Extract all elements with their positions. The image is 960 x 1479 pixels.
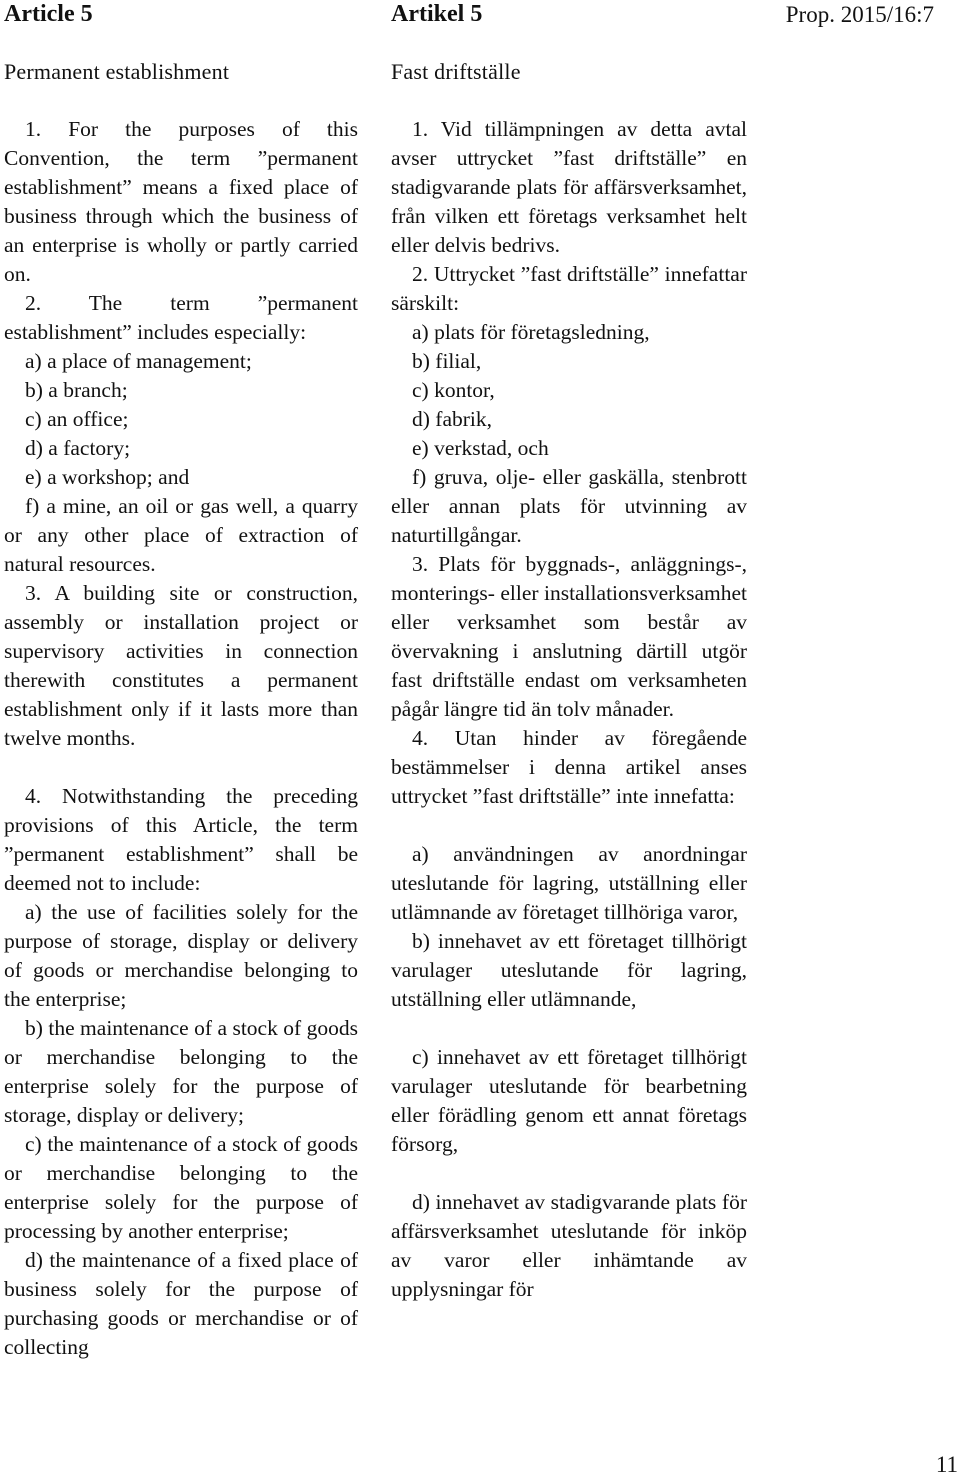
- swedish-list-item: b) filial,: [412, 349, 482, 373]
- swedish-paragraph-2: 2. Uttrycket ”fast driftställe” innefattar särskilt:: [391, 262, 747, 315]
- english-list-item: a) a place of management;: [25, 349, 252, 373]
- swedish-article-heading: Artikel 5: [391, 1, 483, 27]
- swedish-paragraph-4c: c) innehavet av ett företaget tillhörigt varulager uteslutande för bearbetning eller förädling genom ett annat företags försorg,: [391, 1045, 747, 1156]
- swedish-list-item: a) plats för företagsledning,: [412, 320, 650, 344]
- page-number: 11: [935, 1452, 958, 1477]
- spacer: [391, 811, 747, 840]
- english-paragraph-3: 3. A building site or construction, assembly or installation project or supervisory activities in connection therewith constitutes a permanent establishment only if it lasts more than twelve months.: [4, 581, 358, 750]
- swedish-subtitle: Fast driftställe: [391, 59, 521, 84]
- proposition-reference: Prop. 2015/16:7: [785, 2, 934, 27]
- english-paragraph-4c: c) the maintenance of a stock of goods or merchandise belonging to the enterprise solely for the purpose of processing by another enterprise;: [4, 1132, 358, 1243]
- swedish-paragraph-4d: d) innehavet av stadigvarande plats för affärsverksamhet uteslutande för inköp av varor eller inhämtande av upplysningar för: [391, 1190, 747, 1301]
- english-list-item: b) a branch;: [25, 378, 128, 402]
- swedish-column: [391, 115, 747, 1304]
- english-list-item-f: f) a mine, an oil or gas well, a quarry or any other place of extraction of natural resources.: [4, 494, 358, 576]
- swedish-paragraph-4a: a) användningen av anordningar uteslutande för lagring, utställning eller utlämnande av företaget tillhöriga varor,: [391, 842, 747, 924]
- english-paragraph-4b: b) the maintenance of a stock of goods or merchandise belonging to the enterprise solely for the purpose of storage, display or delivery;: [4, 1016, 358, 1127]
- swedish-paragraph-3: 3. Plats för byggnads-, anläggnings-, monterings- eller installationsverksamhet eller verksamhet som består av övervakning i anslutning därtill utgör fast driftställe endast om verksamheten pågår längre tid än tolv månader.: [391, 552, 747, 721]
- english-paragraph-1: 1. For the purposes of this Convention, the term ”permanent establishment” means a fixed place of business through which the business of an enterprise is wholly or partly carried on.: [4, 117, 358, 286]
- spacer: [391, 1014, 747, 1043]
- english-list-item: c) an office;: [25, 407, 129, 431]
- english-article-heading: Article 5: [4, 1, 93, 27]
- swedish-list-item-f: f) gruva, olje- eller gaskälla, stenbrott eller annan plats för utvinning av naturtillgångar.: [391, 465, 747, 547]
- swedish-list-item: e) verkstad, och: [412, 436, 549, 460]
- english-paragraph-4: 4. Notwithstanding the preceding provisions of this Article, the term ”permanent establishment” shall be deemed not to include:: [4, 784, 358, 895]
- spacer: [391, 1159, 747, 1188]
- spacer: [4, 753, 358, 782]
- swedish-list-item: c) kontor,: [412, 378, 495, 402]
- english-paragraph-2: 2. The term ”permanent establishment” includes especially:: [4, 291, 358, 344]
- english-list-item: e) a workshop; and: [25, 465, 190, 489]
- english-subtitle: Permanent establishment: [4, 59, 230, 84]
- swedish-paragraph-4: 4. Utan hinder av föregående bestämmelser i denna artikel anses uttrycket ”fast driftställe” inte innefatta:: [391, 726, 747, 808]
- english-paragraph-4d: d) the maintenance of a fixed place of business solely for the purpose of purchasing goods or merchandise or of collecting: [4, 1248, 358, 1359]
- swedish-list-item: d) fabrik,: [412, 407, 492, 431]
- english-list-item: d) a factory;: [25, 436, 131, 460]
- english-paragraph-4a: a) the use of facilities solely for the purpose of storage, display or delivery of goods or merchandise belonging to the enterprise;: [4, 900, 358, 1011]
- swedish-paragraph-1: 1. Vid tillämpningen av detta avtal avser uttrycket ”fast driftställe” en stadigvarande plats för affärsverksamhet, från vilken ett företags verksamhet helt eller delvis bedrivs.: [391, 117, 747, 257]
- swedish-paragraph-4b: b) innehavet av ett företaget tillhörigt varulager uteslutande för lagring, utställning eller utlämnande,: [391, 929, 747, 1011]
- english-column: [4, 115, 358, 1362]
